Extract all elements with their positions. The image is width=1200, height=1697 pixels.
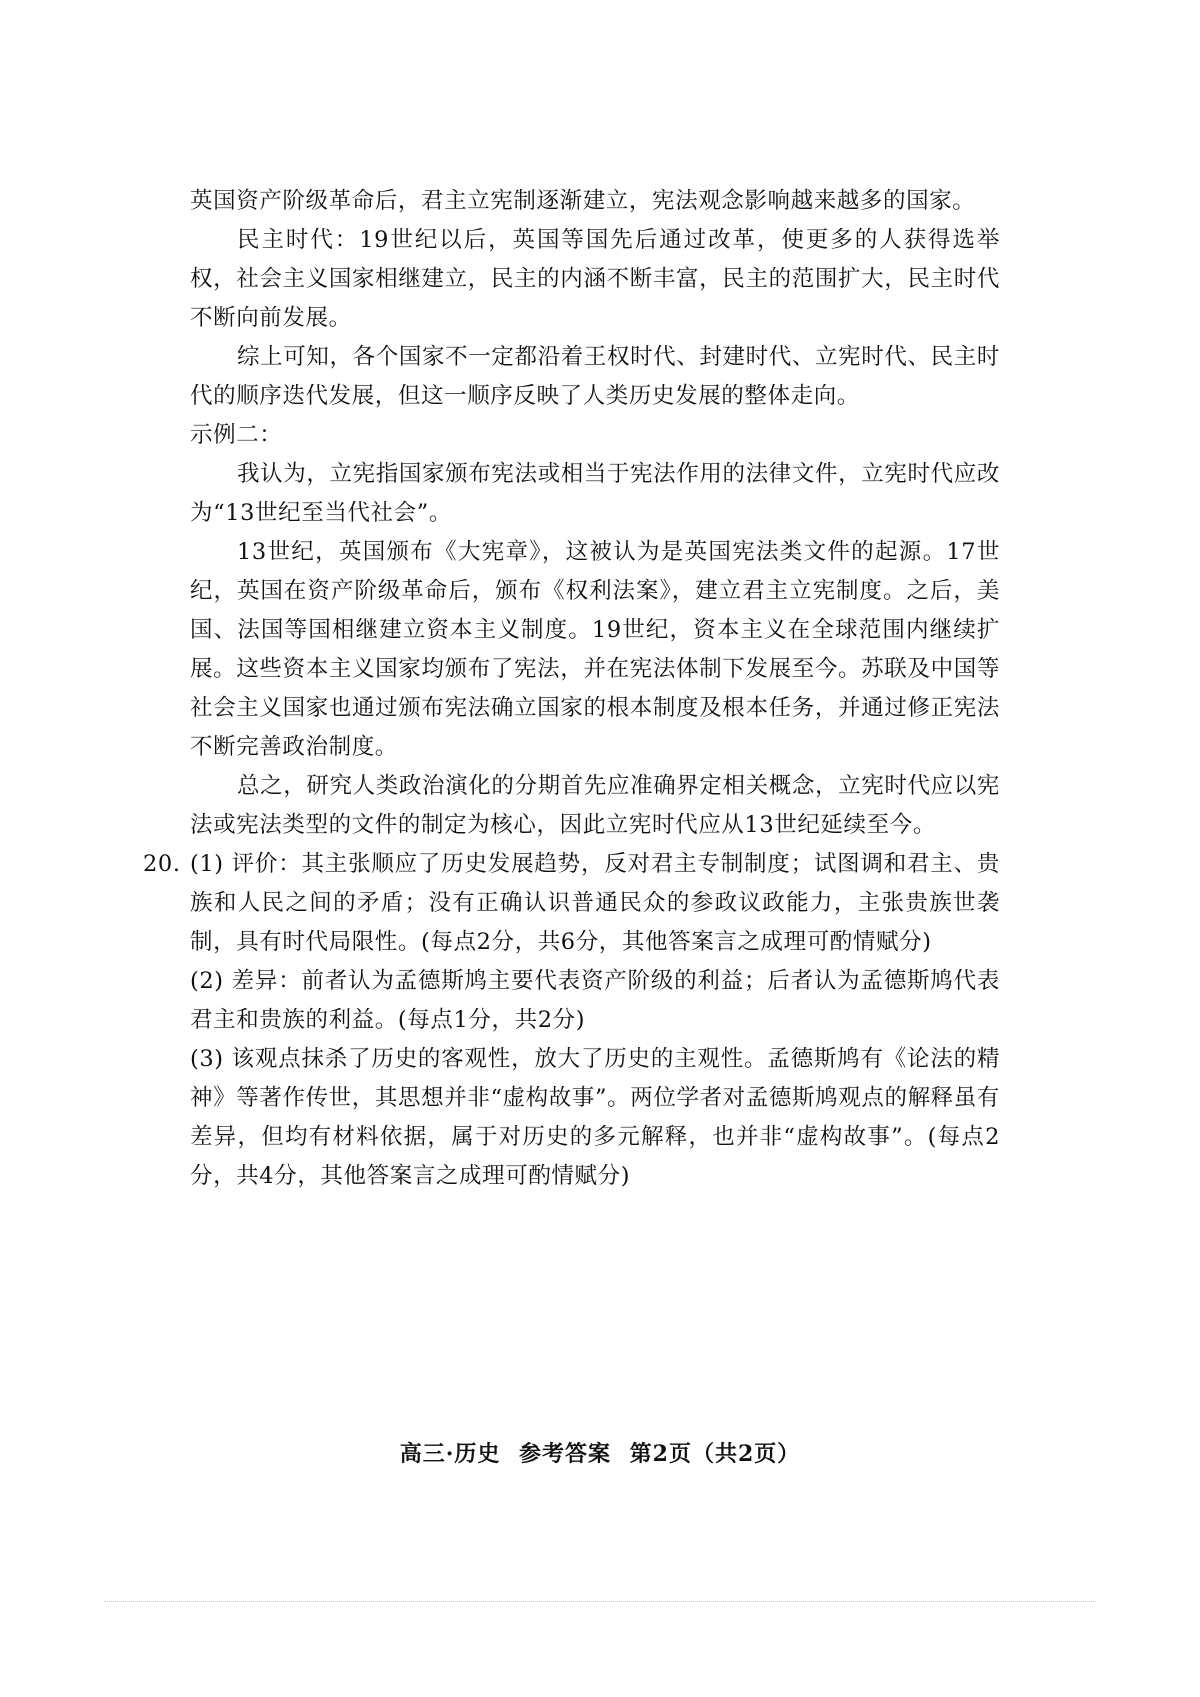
question-20-part-3: (3) 该观点抹杀了历史的客观性，放大了历史的主观性。孟德斯鸠有《论法的精神》等著作传世，其思想并非“虚构故事”。两位学者对孟德斯鸠观点的解释虽有差异，但均有材料依据，属于对历史的多元解释，也并非“虚构故事”。(每点2分，共4分，其他答案言之成理可酌情赋分): [190, 1046, 1000, 1189]
question-20-part-2: (2) 差异：前者认为孟德斯鸠主要代表资产阶级的利益；后者认为孟德斯鸠代表君主和贵族的利益。(每点1分，共2分): [190, 968, 1000, 1033]
question-number: 20.: [143, 851, 181, 877]
paragraph-constitutional-monarchy: 英国资产阶级革命后，君主立宪制逐渐建立，宪法观念影响越来越多的国家。: [190, 188, 976, 214]
paragraph-evidence: 13世纪，英国颁布《大宪章》，这被认为是英国宪法类文件的起源。17世纪，英国在资产阶级革命后，颁布《权利法案》，建立君主立宪制度。之后，美国、法国等国相继建立资本主义制度。19世纪，资本主义在全球范围内继续扩展。这些资本主义国家均颁布了宪法，并在宪法体制下发展至今。苏联及中国等社会主义国家也通过颁布宪法确立国家的根本制度及根本任务，并通过修正宪法不断完善政治制度。: [190, 539, 1000, 760]
paragraph-summary-1: 综上可知，各个国家不一定都沿着王权时代、封建时代、立宪时代、民主时代的顺序迭代发展，但这一顺序反映了人类历史发展的整体走向。: [190, 344, 1000, 409]
question-20-part-1: (1) 评价：其主张顺应了历史发展趋势，反对君主专制制度；试图调和君主、贵族和人民之间的矛盾；没有正确认识普通民众的参政议政能力，主张贵族世袭制，具有时代局限性。(每点2分，共6分，其他答案言之成理可酌情赋分): [190, 851, 1000, 955]
page-bottom-divider: [104, 1601, 1096, 1602]
paragraph-democracy-era: 民主时代：19世纪以后，英国等国先后通过改革，使更多的人获得选举权，社会主义国家相继建立，民主的内涵不断丰富，民主的范围扩大，民主时代不断向前发展。: [190, 227, 1000, 331]
paragraph-thesis: 我认为，立宪指国家颁布宪法或相当于宪法作用的法律文件，立宪时代应改为“13世纪至当代社会”。: [190, 461, 1000, 526]
paragraph-conclusion: 总之，研究人类政治演化的分期首先应准确界定相关概念，立宪时代应以宪法或宪法类型的文件的制定为核心，因此立宪时代应从13世纪延续至今。: [190, 773, 1000, 838]
answer-content: [143, 182, 1000, 1196]
question-20: [143, 845, 1000, 1196]
example-two-label: 示例二：: [190, 422, 283, 448]
page-footer: 高三·历史 参考答案 第2页（共2页）: [399, 1441, 801, 1467]
